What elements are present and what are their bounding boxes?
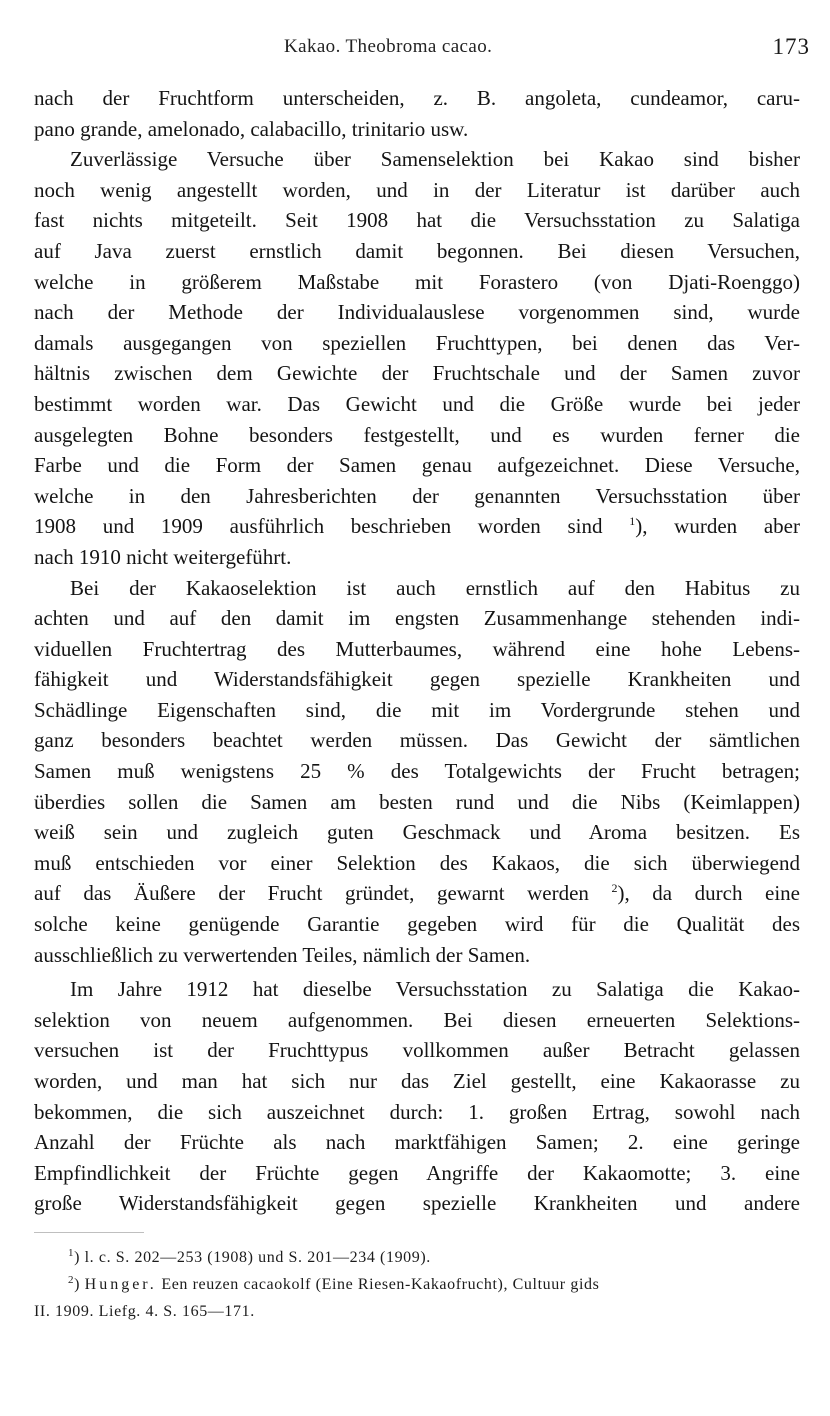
footnote-author: Hunger. (84, 1276, 157, 1293)
text-fragment: auf das Äußere der Frucht gründet, gewarnt werden (34, 881, 589, 906)
text-line: Samen muß wenigstens 25 % des Totalgewichts der Frucht betragen; (34, 759, 800, 784)
page-number: 173 (772, 34, 810, 59)
footnote-mark: 2 (68, 1274, 75, 1286)
text-line: achten und auf den damit im engsten Zusammenhange stehenden indi- (34, 606, 800, 631)
text-line: ausgelegten Bohne besonders festgestellt, und es wurden ferner die (34, 422, 800, 447)
text-line (34, 511, 800, 542)
text-line: nach der Fruchtform unterscheiden, z. B. angoleta, cundeamor, caru- (34, 86, 800, 110)
text-line: versuchen ist der Fruchttypus vollkommen außer Betracht gelassen (34, 1038, 800, 1063)
text-line: fähigkeit und Widerstandsfähigkeit gegen spezielle Krankheiten und (34, 667, 800, 692)
text-line: Farbe und die Form der Samen genau aufgezeichnet. Diese Versuche, (34, 453, 800, 478)
footnotes (34, 1244, 800, 1325)
text-line: Zuverlässige Versuche über Samenselektion bei Kakao sind bisher (70, 147, 800, 172)
body-text (34, 83, 800, 1219)
paragraph-4 (34, 974, 800, 1219)
text-line: nach 1910 nicht weitergeführt. (34, 544, 292, 569)
text-line: ganz besonders beachtet werden müssen. Das Gewicht der sämtlichen (34, 728, 800, 753)
footnote-text: ) l. c. S. 202—253 (1908) und S. 201—234 (1909). (74, 1249, 431, 1266)
text-line: auf Java zuerst ernstlich damit begonnen. Bei diesen Versuchen, (34, 238, 800, 263)
text-line: solche keine genügende Garantie gegeben wird für die Qualität des (34, 912, 800, 937)
paragraph-2 (34, 144, 800, 572)
text-line (34, 878, 800, 909)
footnote-ref-1: 1 (629, 514, 636, 529)
text-line: muß entschieden vor einer Selektion des Kakaos, die sich überwiegend (34, 850, 800, 875)
footnote-2: $^2$) Hunger. Een reuzen cacaokolf (Eine Riesen-Kakaofrucht), Cultuur gids (68, 1274, 600, 1293)
running-head: Kakao. Theobroma cacao. (284, 36, 493, 57)
footnote-divider (34, 1232, 144, 1233)
text-line: große Widerstandsfähigkeit gegen spezielle Krankheiten und andere (34, 1191, 800, 1216)
text-line: überdies sollen die Samen am besten rund und die Nibs (Keimlappen) (34, 789, 800, 814)
footnote-2-continuation: II. 1909. Liefg. 4. S. 165—171. (34, 1303, 255, 1320)
text-fragment: ), da durch eine (617, 881, 800, 906)
text-line: weiß sein und zugleich guten Geschmack und Aroma besitzen. Es (34, 820, 800, 845)
text-line: pano grande, amelonado, calabacillo, trinitario usw. (34, 116, 469, 141)
paragraph-3 (34, 573, 800, 971)
footnote-1 (34, 1244, 800, 1271)
text-line: Bei der Kakaoselektion ist auch ernstlich auf den Habitus zu (70, 575, 800, 600)
text-line: Im Jahre 1912 hat dieselbe Versuchsstation zu Salatiga die Kakao- (70, 977, 800, 1002)
text-line: welche in den Jahresberichten der genannten Versuchsstation über (34, 483, 800, 508)
text-line: damals ausgegangen von speziellen Fruchttypen, bei denen das Ver- (34, 330, 800, 355)
text-line: nach der Methode der Individualauslese vorgenommen sind, wurde (34, 300, 800, 325)
text-line: Schädlinge Eigenschaften sind, die mit im Vordergrunde stehen und (34, 697, 800, 722)
footnote-mark: 1 (68, 1247, 75, 1259)
text-line: noch wenig angestellt worden, und in der Literatur ist darüber auch (34, 177, 800, 202)
text-line: bestimmt worden war. Das Gewicht und die Größe wurde bei jeder (34, 391, 800, 416)
text-fragment: 1908 und 1909 ausführlich beschrieben worden sind (34, 514, 603, 539)
text-line: welche in größerem Maßstabe mit Forastero (von Djati-Roenggo) (34, 269, 800, 294)
text-fragment: ), wurden aber (635, 514, 800, 539)
text-line: viduellen Fruchtertrag des Mutterbaumes, während eine hohe Lebens- (34, 636, 800, 661)
text-line: worden, und man hat sich nur das Ziel gestellt, eine Kakaorasse zu (34, 1069, 800, 1093)
text-line: hältnis zwischen dem Gewichte der Fruchtschale und der Samen zuvor (34, 361, 800, 386)
text-line: fast nichts mitgeteilt. Seit 1908 hat die Versuchsstation zu Salatiga (34, 208, 800, 233)
page-header (34, 34, 810, 64)
footnote-text: Een reuzen cacaokolf (Eine Riesen-Kakaofrucht), Cultuur gids (156, 1276, 600, 1293)
text-line: Empfindlichkeit der Früchte gegen Angriffe der Kakaomotte; 3. eine (34, 1160, 800, 1185)
text-line: Anzahl der Früchte als nach marktfähigen Samen; 2. eine geringe (34, 1130, 800, 1155)
footnote-ref-2: 2 (611, 881, 618, 896)
text-line: ausschließlich zu verwertenden Teiles, nämlich der Samen. (34, 942, 531, 967)
text-line: selektion von neuem aufgenommen. Bei diesen erneuerten Selektions- (34, 1007, 800, 1032)
paragraph-1 (34, 83, 800, 144)
text-line: bekommen, die sich auszeichnet durch: 1. großen Ertrag, sowohl nach (34, 1099, 800, 1124)
